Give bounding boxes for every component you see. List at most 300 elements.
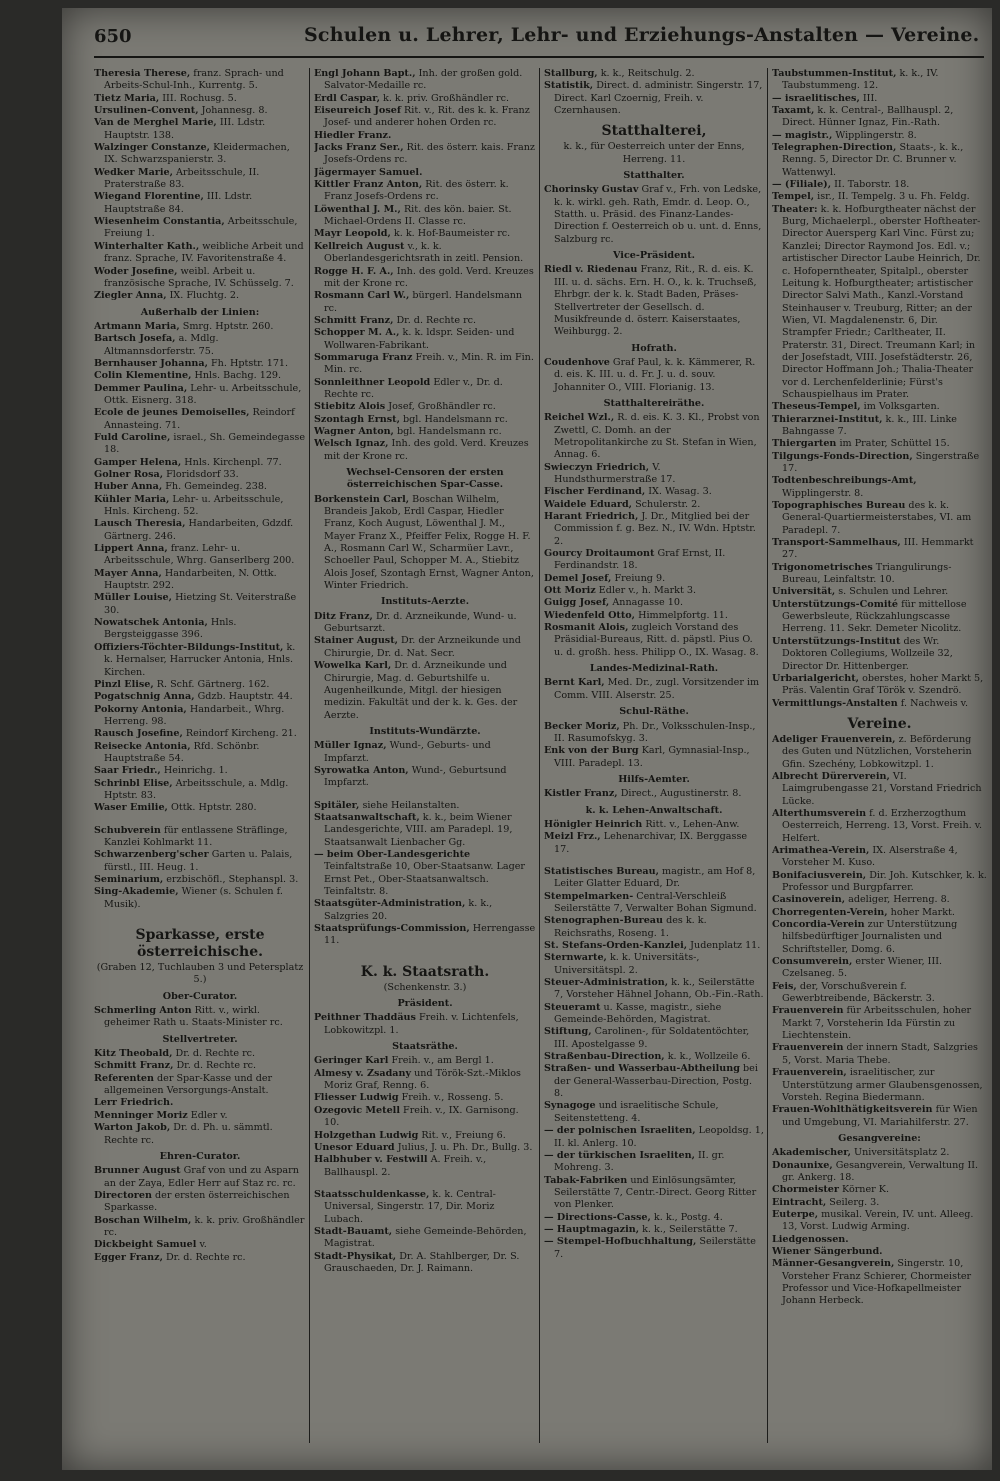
- entry-details: Freih. v., IX. Garnisong. 10.: [324, 1104, 519, 1129]
- entry-details: Hnls. Bergsteiggasse 396.: [104, 617, 237, 641]
- entry-details: Arbeitsschule, II. Praterstraße 83.: [104, 166, 260, 191]
- directory-entry: [94, 874, 306, 886]
- entry-name: Theresia Therese,: [94, 68, 191, 79]
- entry-details: Dr. d. Arzneikunde, Wund- u. Geburtsarzt.: [324, 610, 517, 635]
- directory-entry: [544, 788, 764, 800]
- entry-details: der, Vorschußverein f. Gewerbtreibende, Bäckerstr. 3.: [782, 980, 935, 1005]
- entry-name: Unterstützungs-Comité: [772, 598, 899, 610]
- directory-entry: [544, 548, 764, 573]
- entry-name: Holzgethan Ludwig: [314, 1129, 419, 1141]
- directory-entry: [544, 866, 764, 891]
- entry-name: Fischer Ferdinand,: [544, 486, 646, 498]
- directory-entry: [94, 383, 306, 408]
- directory-entry: [544, 357, 764, 394]
- directory-entry: [544, 1224, 764, 1236]
- directory-entry: [544, 952, 764, 977]
- entry-details: k. k., Seilerstätte 7, Vorsteher Hähnel Johann, Ob.-Fin.-Rath.: [554, 977, 764, 1001]
- entry-details: Graf Paul, k. k. Kämmerer, R. d. eis. K. III. u. d. Fr. J. u. d. souv. Johanniter O., VIII. Florianig. 13.: [554, 356, 756, 393]
- directory-entry: [94, 266, 306, 291]
- directory-entry: [314, 812, 536, 849]
- directory-entry: [314, 93, 536, 105]
- directory-entry: [772, 451, 987, 476]
- entry-name: Todtenbeschreibungs-Amt,: [772, 475, 917, 487]
- directory-entry: [772, 1258, 987, 1307]
- subheading: Präsident.: [397, 998, 453, 1010]
- directory-page: [62, 8, 992, 1470]
- entry-details: k. k., Salzgries 20.: [324, 898, 493, 922]
- directory-entry: [314, 898, 536, 923]
- directory-entry: [94, 691, 306, 703]
- directory-entry: [94, 68, 306, 93]
- entry-name: Staatsprüfungs-Commission,: [314, 923, 470, 935]
- directory-entry: [94, 642, 306, 679]
- entry-name: — der türkischen Israeliten,: [544, 1149, 695, 1161]
- entry-details: f. d. Erzherzogthum Oesterreich, Herreng. 13, Vorst. Freih. v. Helfert.: [782, 807, 983, 844]
- entry-details: Schulerstr. 2.: [635, 498, 701, 510]
- entry-name: Concordia-Verein: [772, 919, 865, 931]
- entry-name: Stadt-Physikat,: [314, 1250, 397, 1262]
- entry-name: Syrowatka Anton,: [314, 764, 409, 776]
- entry-name: Pogatschnig Anna,: [94, 691, 195, 703]
- entry-name: Chormeister: [772, 1184, 839, 1196]
- entry-name: Schmitt Franz,: [94, 1060, 174, 1072]
- subheading: Schul-Räthe.: [619, 706, 689, 718]
- entry-name: Albrecht Dürerverein,: [772, 770, 890, 782]
- directory-entry: [94, 778, 306, 803]
- directory-entry: [544, 1002, 764, 1027]
- entry-name: Almesy v. Zsadany: [314, 1067, 412, 1079]
- entry-name: Swieczyn Friedrich,: [544, 461, 650, 473]
- entry-details: Reindorf Annasteing. 71.: [104, 407, 295, 431]
- entry-name: Bernt Karl,: [544, 677, 605, 689]
- directory-entry: [772, 1197, 987, 1209]
- entry-details: Ritt. v., wirkl. geheimer Rath u. Staats-Minister rc.: [104, 1005, 283, 1029]
- directory-entry: [772, 698, 987, 710]
- directory-entry: [94, 494, 306, 519]
- directory-entry: [544, 573, 764, 585]
- entry-details: Hnls. Kirchenpl. 77.: [184, 456, 282, 468]
- entry-details: zur Unterstützung hilfsbedürftiger Journalisten und Schriftsteller, Domg. 6.: [782, 919, 958, 955]
- entry-details: IX. Wasag. 3.: [648, 486, 712, 498]
- entry-name: Schmitt Franz,: [314, 314, 394, 326]
- entry-details: Julius, J. u. Ph. Dr., Bullg. 3.: [397, 1141, 533, 1153]
- entry-name: Lausch Theresia,: [94, 518, 186, 530]
- entry-details: Wipplingerstr. 8.: [835, 129, 917, 141]
- entry-name: Steuer-Administration,: [544, 977, 669, 989]
- entry-name: Wedker Marie,: [94, 166, 173, 178]
- section-heading: Sparkasse, erste österreichische.: [135, 927, 265, 961]
- entry-name: Fuld Caroline,: [94, 431, 171, 443]
- entry-details: Dr. d. Rechte rc.: [175, 1048, 256, 1060]
- text-column-4: [772, 68, 987, 1463]
- entry-details: k. k., Wollzeile 6.: [667, 1051, 751, 1063]
- entry-name: Fliesser Ludwig: [314, 1092, 399, 1104]
- entry-details: k. k. Hernalser, Harrucker Antonia, Hnls. Kirchen.: [104, 641, 296, 678]
- entry-name: Reichel Wzl.,: [544, 412, 615, 424]
- entry-name: Dickbeight Samuel: [94, 1239, 197, 1251]
- entry-name: Staatsgüter-Administration,: [314, 898, 466, 910]
- entry-name: Tilgungs-Fonds-Direction,: [772, 450, 913, 462]
- directory-entry: [772, 808, 987, 845]
- entry-details: hoher Markt.: [890, 906, 955, 918]
- directory-entry: [314, 611, 536, 636]
- entry-details: Floridsdorf 33.: [166, 469, 239, 480]
- entry-details: Wund-, Geburts- und Impfarzt.: [324, 740, 491, 764]
- entry-name: Referenten: [94, 1072, 154, 1084]
- entry-name: Riedl v. Riedenau: [544, 264, 638, 276]
- directory-entry: [314, 1142, 536, 1154]
- entry-name: Synagoge: [544, 1100, 596, 1112]
- directory-entry: [94, 333, 306, 358]
- directory-entry: [772, 956, 987, 981]
- entry-name: Schmerling Anton: [94, 1005, 192, 1017]
- directory-entry: [314, 494, 536, 593]
- subheading: Hilfs-Aemter.: [618, 773, 690, 785]
- entry-details: A. Freih. v., Ballhauspl. 2.: [324, 1154, 487, 1178]
- entry-name: Unterstützungs-Institut: [772, 635, 901, 647]
- entry-details: Ritt. v., Lehen-Anw.: [645, 818, 740, 830]
- entry-details: adeliger, Herreng. 8.: [848, 894, 950, 906]
- entry-details: Ph. Dr., Volksschulen-Insp., II. Rasumofskyg. 3.: [554, 720, 756, 744]
- directory-entry: [94, 370, 306, 382]
- entry-details: Rit. des österr. kais. Franz Josefs-Ordens rc.: [324, 142, 535, 166]
- directory-entry: [544, 915, 764, 940]
- entry-details: u. Kasse, magistr., siehe Gemeinde-Behörden, Magistrat.: [554, 1001, 722, 1026]
- directory-entry: [94, 1252, 306, 1264]
- entry-details: Dir. Joh. Kutschker, k. k. Professor und Burgpfarrer.: [782, 869, 987, 893]
- directory-entry: [314, 765, 536, 790]
- entry-details: bürgerl. Handelsmann rc.: [324, 290, 523, 314]
- entry-name: Eiseureich Josef: [314, 105, 401, 117]
- entry-name: Jägermayer Samuel.: [314, 166, 423, 178]
- subheading: Ehren-Curator.: [159, 1150, 241, 1162]
- entry-name: Transport-Sammelhaus,: [772, 537, 901, 549]
- entry-details: Graf Ernst, II. Ferdinandstr. 18.: [554, 548, 726, 572]
- entry-name: Casinoverein,: [772, 894, 846, 906]
- entry-name: Stiebitz Alois: [314, 401, 386, 413]
- section-heading: K. k. Staatsrath.: [360, 963, 490, 980]
- directory-entry: [314, 167, 536, 179]
- entry-name: Lippert Anna,: [94, 543, 168, 555]
- entry-name: Spitäler,: [314, 799, 360, 811]
- entry-details: Edler v.: [190, 1109, 228, 1121]
- entry-name: Colin Klementine,: [94, 370, 192, 382]
- entry-details: des k. k. General-Quartiermeisterstabes, VI. am Paradepl. 7.: [782, 500, 972, 536]
- entry-details: Handarbeiten, N. Ottk. Hauptstr. 292.: [104, 567, 277, 592]
- entry-name: Ozegovic Metell: [314, 1104, 400, 1116]
- directory-entry: [314, 1055, 536, 1067]
- directory-entry: [544, 1026, 764, 1051]
- directory-entry: [544, 68, 764, 80]
- directory-entry: [772, 142, 987, 179]
- entry-details: der innern Stadt, Salzgries 5, Vorst. Maria Thebe.: [782, 1042, 978, 1066]
- entry-name: Directoren: [94, 1189, 152, 1201]
- entry-details: musikal. Verein, IV. unt. Alleeg. 13, Vorst. Ludwig Arming.: [782, 1208, 974, 1233]
- directory-entry: [772, 981, 987, 1006]
- entry-details: Rit. v., Rit. des k. k. Franz Josef- und anderer hohen Orden rc.: [324, 105, 530, 129]
- directory-entry: [314, 105, 536, 130]
- entry-name: Unesor Eduard: [314, 1141, 395, 1153]
- entry-name: Wowelka Karl,: [314, 660, 392, 672]
- entry-details: bei der General-Wasserbau-Direction, Postg. 8.: [554, 1063, 758, 1100]
- entry-details: Gesangverein, Verwaltung II. gr. Ankerg. 18.: [782, 1159, 979, 1183]
- directory-entry: [544, 1125, 764, 1150]
- spacer: [94, 911, 306, 921]
- directory-entry: [544, 412, 764, 461]
- directory-entry: [94, 704, 306, 729]
- entry-name: Reisecke Antonia,: [94, 740, 191, 752]
- entry-name: Thiergarten: [772, 438, 837, 450]
- directory-entry: [772, 1184, 987, 1196]
- entry-details: für entlassene Sträflinge, Kanzlei Kohlmarkt 11.: [104, 824, 288, 848]
- entry-name: Wiegand Florentine,: [94, 191, 204, 203]
- entry-details: k. k., III. Linke Bahngasse 7.: [782, 413, 957, 437]
- entry-name: Bartsch Josefa,: [94, 333, 176, 345]
- directory-entry: [544, 819, 764, 831]
- entry-details: isr., II. Tempelg. 3 u. Fh. Feldg.: [817, 191, 970, 203]
- entry-details: und Einlösungsämter, Seilerstätte 7, Centr.-Direct. Georg Ritter von Plenker.: [554, 1174, 757, 1211]
- entry-name: Egger Franz,: [94, 1251, 163, 1263]
- entry-details: für Wien und Umgebung, VI. Mariahilferstr. 27.: [782, 1104, 978, 1128]
- directory-entry: [314, 401, 536, 413]
- entry-details: Inh. des gold. Verd. Kreuzes mit der Krone rc.: [324, 438, 529, 462]
- subheading: Hofrath.: [631, 342, 677, 354]
- entry-details: Reindorf Kircheng. 21.: [185, 728, 297, 740]
- subheading: Ober-Curator.: [162, 990, 238, 1002]
- directory-entry: [314, 290, 536, 315]
- entry-name: Borkenstein Carl,: [314, 493, 410, 505]
- entry-details: Arbeitsschule, a. Mdlg. Hptstr. 83.: [104, 777, 289, 801]
- entry-name: Wiesenheim Constantia,: [94, 216, 225, 228]
- entry-name: Mayer Anna,: [94, 567, 162, 579]
- entry-name: Ursulinen-Convent,: [94, 105, 199, 117]
- directory-entry: [94, 1048, 306, 1060]
- directory-entry: [94, 617, 306, 642]
- entry-name: Statistik,: [544, 80, 594, 92]
- subheading: Statthaltereiräthe.: [603, 397, 705, 409]
- entry-name: Meizl Frz.,: [544, 831, 601, 843]
- entry-name: Guigg Josef,: [544, 597, 610, 609]
- directory-entry: [544, 1212, 764, 1224]
- entry-details: Fh. Gemeindeg. 238.: [165, 481, 267, 493]
- directory-entry: [314, 130, 536, 142]
- directory-entry: [544, 511, 764, 548]
- entry-name: Becker Moriz,: [544, 720, 620, 732]
- directory-entry: [94, 117, 306, 142]
- directory-entry: [314, 241, 536, 266]
- directory-entry: [772, 179, 987, 191]
- entry-details: IX. Alserstraße 4, Vorsteher M. Kuso.: [782, 844, 958, 869]
- directory-entry: [314, 68, 536, 93]
- entry-details: der ersten österreichischen Sparkasse.: [104, 1189, 290, 1214]
- directory-entry: [94, 1060, 306, 1072]
- entry-details: Dr. d. Rechte rc.: [165, 1251, 246, 1263]
- entry-details: Inh. der großen gold. Salvator-Medaille rc.: [324, 68, 523, 92]
- entry-name: Brunner August: [94, 1165, 181, 1177]
- entry-details: Kleidermachen, IX. Schwarzspanierstr. 3.: [104, 142, 290, 166]
- entry-name: Halbhuber v. Festwill: [314, 1154, 428, 1166]
- directory-entry: [772, 105, 987, 130]
- entry-details: für mittellose Gewerbsleute, Rückzahlungscasse Herreng. 11. Sekr. Demeter Nicolitz.: [782, 598, 967, 635]
- entry-details: Graf von und zu Asparn an der Zaya, Edler Herr auf Staz rc. rc.: [104, 1165, 299, 1189]
- entry-name: Bonifaciusverein,: [772, 869, 867, 881]
- entry-name: Pinzl Elise,: [94, 678, 154, 690]
- directory-entry: [772, 1160, 987, 1185]
- directory-entry: [772, 537, 987, 562]
- entry-details: Himmelpfortg. 11.: [638, 609, 728, 621]
- subheading: Vice-Präsident.: [613, 250, 695, 262]
- entry-details: Freih. v. Lichtenfels, Lobkowitzpl. 1.: [324, 1012, 519, 1036]
- entry-details: Judenplatz 11.: [690, 940, 761, 951]
- directory-entry: [772, 894, 987, 906]
- entry-name: Sternwarte,: [544, 952, 607, 964]
- entry-details: k. k. Hofburgtheater nächst der Burg, Michaelerpl., oberster Hoftheater-Director Auersperg Karl Vinc. Fürst zu; Kanzlei; Director Raymond Jos. Edl. v.; artistischer Director Laube Heinrich, Dr. c. Hofoperntheater, Spitalpl., oberster Leitung k. Hofburgtheater; artistischer Director Salvi Math., Kanzl.-Vorstand Steinhauser v. Treuburg, Ritter; an der Wien, VI. Magdalenenstr. 6, Dir. Strampfer Friedr.; Carltheater, II. Praterstr. 31, Direct. Treumann Karl; in der Josefstadt, VIII. Josefstädterstr. 26, Director Hoffmann Joh.; Thalia-Theater vor d. Lerchenfelderlinie; Fürst's Schauspielhaus im Prater.: [782, 203, 981, 400]
- entry-name: Wiedenfeld Otto,: [544, 609, 636, 621]
- entry-name: Kitz Theobald,: [94, 1048, 173, 1060]
- entry-name: Männer-Gesangverein,: [772, 1258, 895, 1270]
- entry-name: Menninger Moriz: [94, 1109, 188, 1121]
- section-subheading: (Schenkenstr. 3.): [383, 981, 467, 993]
- entry-name: Wagner Anton,: [314, 425, 394, 437]
- entry-details: Hnls. Bachg. 129.: [194, 370, 282, 382]
- directory-entry: [772, 919, 987, 956]
- entry-name: Straßenbau-Direction,: [544, 1051, 665, 1063]
- entry-details: Gdzb. Hauptstr. 44.: [197, 691, 293, 703]
- entry-name: Stainer August,: [314, 635, 398, 647]
- entry-details: Lehr- u. Arbeitsschule, Hnls. Kircheng. 52.: [104, 493, 284, 518]
- entry-name: Thierarznei-Institut,: [772, 413, 883, 425]
- spacer: [314, 790, 536, 800]
- directory-entry: [94, 93, 306, 105]
- entry-details: k. k., Reitschulg. 2.: [600, 68, 695, 79]
- directory-entry: [544, 1175, 764, 1212]
- entry-details: Central-Verschleiß Seilerstätte 7, Verwalter Bohan Sigmund.: [554, 890, 757, 914]
- directory-entry: [544, 597, 764, 609]
- entry-name: Adeliger Frauenverein,: [772, 733, 896, 745]
- entry-details: Edler v., Dr. d. Rechte rc.: [324, 376, 503, 400]
- spacer: [314, 948, 536, 958]
- entry-details: Annagasse 10.: [612, 597, 684, 609]
- entry-details: siehe Gemeinde-Behörden, Magistrat.: [324, 1225, 527, 1250]
- entry-details: Leopoldsg. 1, II. kl. Anlerg. 10.: [554, 1125, 764, 1149]
- directory-entry: [314, 740, 536, 765]
- entry-name: Bernhauser Johanna,: [94, 357, 208, 369]
- entry-details: der Spar-Kasse und der allgemeinen Versorgungs-Anstalt.: [104, 1072, 273, 1097]
- directory-entry: [314, 849, 536, 898]
- directory-entry: [544, 1063, 764, 1100]
- directory-entry: [94, 142, 306, 167]
- directory-entry: [314, 266, 536, 291]
- directory-entry: [772, 401, 987, 413]
- directory-entry: [772, 68, 987, 93]
- entry-name: Schopper M. A.,: [314, 327, 400, 339]
- entry-details: Lehr- u. Arbeitsschule, Ottk. Eisnerg. 318.: [104, 382, 302, 406]
- entry-details: im Volksgarten.: [863, 401, 940, 413]
- section-heading: Statthalterei,: [601, 123, 707, 140]
- entry-name: Pokorny Antonia,: [94, 703, 187, 715]
- entry-name: Demel Josef,: [544, 572, 612, 584]
- subheading: Stellvertreter.: [162, 1033, 238, 1045]
- directory-entry: [772, 870, 987, 895]
- directory-entry: [94, 728, 306, 740]
- entry-name: Stempelmarken-: [544, 890, 634, 902]
- entry-name: Müller Ignaz,: [314, 740, 387, 752]
- entry-details: Wiener (s. Schulen f. Musik).: [104, 886, 283, 910]
- entry-name: — Stempel-Hofbuchhaltung,: [544, 1236, 697, 1248]
- directory-entry: [772, 414, 987, 439]
- entry-name: Euterpe,: [772, 1208, 819, 1220]
- column-divider: [309, 68, 310, 1443]
- directory-entry: [94, 191, 306, 216]
- directory-entry: [544, 264, 764, 338]
- entry-name: Liedgenossen.: [772, 1233, 849, 1245]
- directory-entry: [94, 481, 306, 493]
- entry-details: III.: [862, 92, 878, 104]
- directory-entry: [314, 1251, 536, 1276]
- entry-details: k. k. Central-Universal, Singerstr. 17, Dir. Moriz Lubach.: [324, 1188, 496, 1225]
- directory-entry: [544, 891, 764, 916]
- directory-entry: [94, 1165, 306, 1190]
- entry-name: Waser Emilie,: [94, 802, 168, 814]
- entry-details: des Wr. Doktoren Collegiums, Wollzeile 32, Director Dr. Hittenberger.: [782, 635, 953, 672]
- entry-name: Frauenverein: [772, 1042, 844, 1054]
- entry-name: Welsch Ignaz,: [314, 438, 389, 450]
- entry-details: zugleich Vorstand des Präsidial-Bureaus, Ritt. d. päpstl. Pius O. u. d. großh. hess. Philipp O., IX. Wasag. 8.: [554, 622, 759, 658]
- entry-details: Seilerstätte 7.: [554, 1236, 756, 1260]
- entry-details: V. Hundsthurmerstraße 17.: [554, 461, 676, 485]
- directory-entry: [314, 1154, 536, 1179]
- entry-details: Seilerg. 3.: [829, 1196, 880, 1208]
- entry-details: k. k. Universitäts-, Universitätspl. 2.: [554, 952, 700, 976]
- directory-entry: [772, 771, 987, 808]
- directory-entry: [94, 1005, 306, 1030]
- entry-name: Nowatschek Antonia,: [94, 617, 208, 629]
- entry-name: Kellreich August: [314, 240, 405, 252]
- entry-details: III. Ldstr. Hauptstr. 138.: [104, 117, 266, 141]
- text-column-3: [544, 68, 764, 1463]
- entry-details: Dr. d. Arzneikunde und Chirurgie, Mag. d. Geburtshilfe u. Augenheilkunde, Mitgl. der hiesigen medizin. Fakultät und der k. k. Ges. der Aerzte.: [324, 660, 518, 721]
- entry-name: Golner Rosa,: [94, 469, 164, 480]
- entry-name: Universität,: [772, 586, 836, 598]
- entry-details: Singerstraße 17.: [782, 450, 980, 474]
- directory-entry: [772, 1104, 987, 1129]
- entry-name: Sing-Akademie,: [94, 886, 179, 898]
- entry-name: Coudenhove: [544, 356, 610, 368]
- directory-entry: [314, 1105, 536, 1130]
- entry-details: J. Dr., Mitglied bei der Commission f. g. Bez. N., IV. Wdn. Hptstr. 2.: [554, 511, 756, 547]
- entry-name: Schwarzenberg'scher: [94, 849, 209, 861]
- section-heading: Vereine.: [847, 715, 912, 732]
- directory-entry: [314, 377, 536, 402]
- directory-entry: [94, 825, 306, 850]
- entry-name: Akademischer,: [772, 1147, 851, 1159]
- directory-entry: [772, 1147, 987, 1159]
- directory-entry: [314, 1226, 536, 1251]
- entry-details: weibliche Arbeit und franz. Sprache, IV. Favoritenstraße 4.: [104, 240, 304, 265]
- entry-name: Taxamt,: [772, 105, 815, 117]
- directory-entry: [544, 499, 764, 511]
- entry-details: Herrengasse 11.: [324, 923, 536, 947]
- directory-entry: [772, 1067, 987, 1104]
- directory-entry: [94, 543, 306, 568]
- entry-name: Artmann Maria,: [94, 320, 180, 332]
- directory-entry: [544, 1051, 764, 1063]
- entry-name: Hiedler Franz.: [314, 129, 392, 141]
- directory-entry: [772, 93, 987, 105]
- entry-name: Gamper Helena,: [94, 456, 182, 468]
- directory-entry: [772, 1209, 987, 1234]
- column-divider: [767, 68, 768, 1443]
